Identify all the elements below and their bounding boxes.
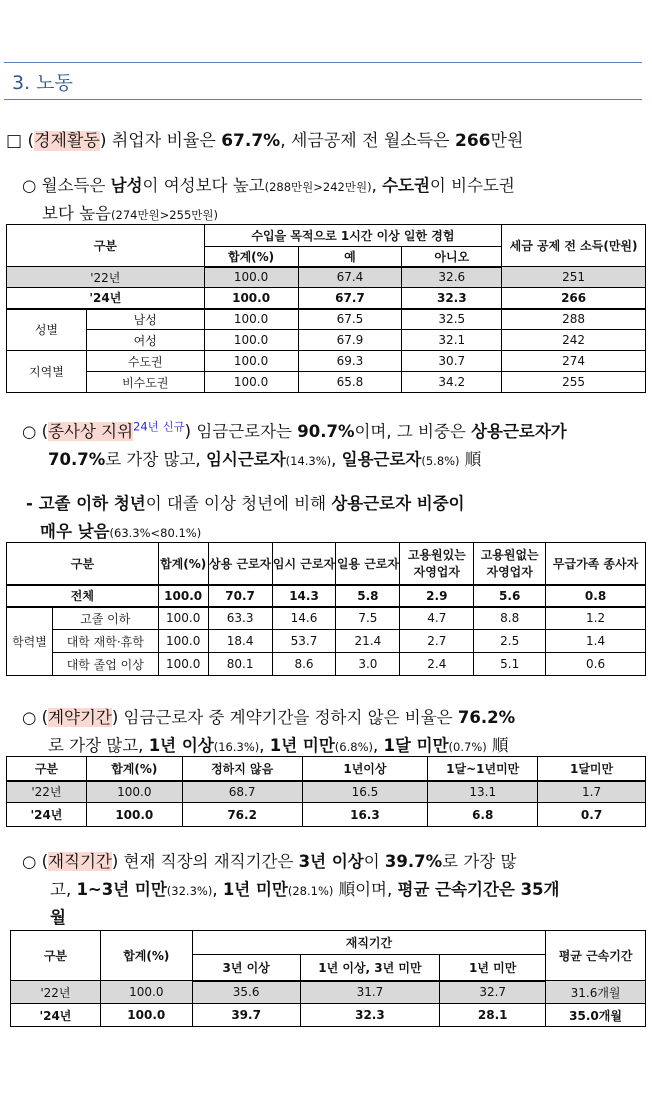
section-title: 3. 노동 bbox=[12, 72, 73, 94]
table-status bbox=[6, 542, 646, 676]
cell: 35.0개월 bbox=[546, 1004, 646, 1027]
th-col: 임시 근로자 bbox=[272, 543, 336, 585]
cell: 76.2 bbox=[182, 803, 302, 827]
text-small: (288만원>242만원) bbox=[264, 180, 372, 194]
th-col: 상용 근로자 bbox=[208, 543, 272, 585]
dash1-line1 bbox=[26, 490, 465, 514]
text: , bbox=[212, 880, 223, 899]
cell: 7.5 bbox=[336, 607, 400, 630]
text-bold: 남성 bbox=[110, 176, 143, 195]
cell: 4.7 bbox=[400, 607, 474, 630]
cell: 100.0 bbox=[100, 1004, 192, 1027]
cell: 대학 졸업 이상 bbox=[52, 653, 158, 676]
cell: 39.7 bbox=[192, 1004, 300, 1027]
text-bold: 상용근로자 비중이 bbox=[331, 494, 465, 513]
cell: 13.1 bbox=[428, 781, 538, 803]
text-bold: 1년 미만 bbox=[269, 736, 335, 755]
text: 로 가장 많고, bbox=[105, 450, 206, 469]
cell: 32.6 bbox=[402, 267, 502, 288]
table-row bbox=[7, 630, 646, 653]
dash1-line2 bbox=[40, 518, 201, 542]
text-bold: 70.7% bbox=[48, 450, 106, 469]
cell: '24년 bbox=[7, 803, 87, 827]
intro-prefix: □ ( bbox=[6, 131, 35, 151]
text: ○ ( bbox=[22, 422, 49, 441]
table-tenure bbox=[10, 930, 646, 1027]
cell: 3.0 bbox=[336, 653, 400, 676]
text: 順 bbox=[459, 450, 482, 469]
text-bold: 3년 이상 bbox=[298, 852, 364, 871]
cell: 5.6 bbox=[474, 585, 546, 607]
cell: 5.8 bbox=[336, 585, 400, 607]
text: ) 현재 직장의 재직기간은 bbox=[111, 852, 299, 871]
text-bold: 1년 이상 bbox=[148, 736, 214, 755]
text-small: (28.1%) bbox=[287, 884, 334, 898]
th-col: 1년 미만 bbox=[440, 955, 546, 981]
text-small: (0.7%) bbox=[448, 740, 487, 754]
cell: 2.5 bbox=[474, 630, 546, 653]
cell: 8.8 bbox=[474, 607, 546, 630]
cell: 5.1 bbox=[474, 653, 546, 676]
table-row bbox=[7, 267, 646, 288]
th: 1달미만 bbox=[538, 757, 646, 781]
text-bold: 일용근로자 bbox=[341, 450, 422, 469]
text-bold: 매우 낮음 bbox=[40, 522, 110, 541]
cell: 100.0 bbox=[204, 267, 298, 288]
cell: 80.1 bbox=[208, 653, 272, 676]
cell: 266 bbox=[502, 288, 646, 309]
table-row bbox=[11, 1004, 646, 1027]
cell: 0.6 bbox=[546, 653, 646, 676]
text-bold: 90.7% bbox=[297, 422, 355, 441]
cell: 67.9 bbox=[298, 330, 402, 351]
th-gubun: 구분 bbox=[7, 225, 205, 267]
text-bold: 수도권 bbox=[382, 176, 430, 195]
th-exp: 수입을 목적으로 1시간 이상 일한 경험 bbox=[204, 225, 502, 247]
bullet2-line1 bbox=[22, 418, 567, 442]
table-row bbox=[7, 781, 646, 803]
th-avg: 평균 근속기간 bbox=[546, 931, 646, 981]
text-small: (274만원>255만원) bbox=[111, 208, 218, 222]
cell: 여성 bbox=[86, 330, 204, 351]
text-small: (14.3%) bbox=[285, 454, 332, 468]
cell-group: 학력별 bbox=[7, 607, 53, 676]
cell: '24년 bbox=[11, 1004, 101, 1027]
th-gubun: 구분 bbox=[7, 543, 159, 585]
cell: 30.7 bbox=[402, 351, 502, 372]
text: ) 임금근로자는 bbox=[184, 422, 298, 441]
th-yes: 예 bbox=[298, 247, 402, 267]
th: 정하지 않음 bbox=[182, 757, 302, 781]
cell: 31.6개월 bbox=[546, 981, 646, 1004]
cell: 전체 bbox=[7, 585, 159, 607]
table-contract bbox=[6, 756, 646, 827]
cell: 14.6 bbox=[272, 607, 336, 630]
text-bold: 1~3년 미만 bbox=[76, 880, 167, 899]
bullet1-line2 bbox=[42, 200, 218, 224]
cell: 1.2 bbox=[546, 607, 646, 630]
th: 1달~1년미만 bbox=[428, 757, 538, 781]
intro-value-2: 266 bbox=[455, 131, 491, 151]
text-bold: 평균 근속기간은 bbox=[397, 880, 521, 899]
text: 이 대졸 이상 청년에 비해 bbox=[145, 494, 332, 513]
bullet4-line3 bbox=[50, 904, 66, 928]
th-income: 세금 공제 전 소득(만원) bbox=[502, 225, 646, 267]
cell: 100.0 bbox=[158, 630, 208, 653]
cell: '24년 bbox=[7, 288, 205, 309]
cell-group: 지역별 bbox=[7, 351, 87, 393]
text: ○ ( bbox=[22, 852, 49, 871]
text: 고, bbox=[50, 880, 77, 899]
th-total: 합계(%) bbox=[158, 543, 208, 585]
cell: 수도권 bbox=[86, 351, 204, 372]
text-tag: 재직기간 bbox=[48, 852, 112, 871]
cell: 274 bbox=[502, 351, 646, 372]
cell: 2.9 bbox=[400, 585, 474, 607]
text-bold: 월 bbox=[50, 908, 66, 927]
th-col: 고용원없는 자영업자 bbox=[474, 543, 546, 585]
th: 1년이상 bbox=[302, 757, 428, 781]
cell: 34.2 bbox=[402, 372, 502, 393]
bullet3-line1 bbox=[22, 704, 515, 728]
table-row bbox=[7, 607, 646, 630]
cell: 100.0 bbox=[204, 372, 298, 393]
cell: 16.5 bbox=[302, 781, 428, 803]
text-bold: 76.2% bbox=[457, 708, 516, 727]
cell-group: 성별 bbox=[7, 309, 87, 351]
cell: 70.7 bbox=[208, 585, 272, 607]
table-row bbox=[7, 585, 646, 607]
cell: 100.0 bbox=[86, 803, 182, 827]
cell: 69.3 bbox=[298, 351, 402, 372]
table-row bbox=[7, 803, 646, 827]
cell: 2.4 bbox=[400, 653, 474, 676]
intro-text-1: ) 취업자 비율은 bbox=[99, 131, 222, 151]
cell: 100.0 bbox=[204, 309, 298, 330]
cell: 32.3 bbox=[402, 288, 502, 309]
cell: 100.0 bbox=[204, 288, 298, 309]
cell: 0.7 bbox=[538, 803, 646, 827]
cell: 251 bbox=[502, 267, 646, 288]
text-small: (16.3%) bbox=[213, 740, 260, 754]
cell: 32.1 bbox=[402, 330, 502, 351]
cell: 비수도권 bbox=[86, 372, 204, 393]
intro-value-1: 67.7% bbox=[221, 131, 281, 151]
text-bold: 상용근로자가 bbox=[471, 422, 567, 441]
bullet4-line1 bbox=[22, 848, 516, 872]
cell: 28.1 bbox=[440, 1004, 546, 1027]
cell: 100.0 bbox=[204, 330, 298, 351]
cell: 100.0 bbox=[86, 781, 182, 803]
text: , bbox=[373, 736, 384, 755]
th-no: 아니오 bbox=[402, 247, 502, 267]
table-row bbox=[7, 351, 646, 372]
th-total: 합계(%) bbox=[100, 931, 192, 981]
cell: 대학 재학·휴학 bbox=[52, 630, 158, 653]
bullet4-line2 bbox=[50, 876, 559, 900]
cell: 31.7 bbox=[300, 981, 440, 1004]
text: 順 bbox=[486, 736, 509, 755]
text-tag: 종사상 지위 bbox=[48, 422, 134, 441]
th-col: 3년 이상 bbox=[192, 955, 300, 981]
cell: 32.7 bbox=[440, 981, 546, 1004]
text-small: (63.3%<80.1%) bbox=[109, 526, 202, 540]
text: 로 가장 많고, bbox=[48, 736, 149, 755]
text: ○ 월소득은 bbox=[22, 176, 111, 195]
th-col: 일용 근로자 bbox=[336, 543, 400, 585]
cell: 21.4 bbox=[336, 630, 400, 653]
th-col: 무급가족 종사자 bbox=[546, 543, 646, 585]
cell: 0.8 bbox=[546, 585, 646, 607]
text-tag: 계약기간 bbox=[48, 708, 112, 727]
text-bold: 39.7% bbox=[384, 852, 443, 871]
table-row bbox=[7, 653, 646, 676]
bullet2-line2 bbox=[48, 446, 481, 470]
intro-suffix: 만원 bbox=[490, 131, 524, 151]
cell: 18.4 bbox=[208, 630, 272, 653]
cell: 242 bbox=[502, 330, 646, 351]
cell: '22년 bbox=[11, 981, 101, 1004]
cell: 고졸 이하 bbox=[52, 607, 158, 630]
table-row bbox=[7, 288, 646, 309]
th: 구분 bbox=[7, 757, 87, 781]
text: ) 임금근로자 중 bbox=[111, 708, 230, 727]
text: 로 가장 많 bbox=[442, 852, 517, 871]
cell: '22년 bbox=[7, 781, 87, 803]
cell: 63.3 bbox=[208, 607, 272, 630]
bullet3-line2 bbox=[48, 732, 509, 756]
th-gubun: 구분 bbox=[11, 931, 101, 981]
cell: 8.6 bbox=[272, 653, 336, 676]
text-bold: 임시근로자 bbox=[205, 450, 286, 469]
table-row bbox=[7, 309, 646, 330]
bullet1-line1 bbox=[22, 172, 515, 196]
table-row bbox=[11, 981, 646, 1004]
cell: 100.0 bbox=[158, 607, 208, 630]
cell: 6.8 bbox=[428, 803, 538, 827]
cell: 2.7 bbox=[400, 630, 474, 653]
intro-tag: 경제활동 bbox=[34, 131, 100, 151]
cell: 53.7 bbox=[272, 630, 336, 653]
text-bold: 35 bbox=[520, 880, 544, 899]
table-row bbox=[7, 330, 646, 351]
cell: 32.5 bbox=[402, 309, 502, 330]
text: , bbox=[371, 176, 383, 195]
th-col: 1년 이상, 3년 미만 bbox=[300, 955, 440, 981]
text: 이 비수도권 bbox=[429, 176, 515, 195]
cell: 1.4 bbox=[546, 630, 646, 653]
cell: '22년 bbox=[7, 267, 205, 288]
intro-text-2: , 세금공제 전 월소득은 bbox=[280, 131, 456, 151]
cell: 100.0 bbox=[158, 585, 208, 607]
cell: 남성 bbox=[86, 309, 204, 330]
cell: 100.0 bbox=[158, 653, 208, 676]
text: 이며, 그 비중은 bbox=[354, 422, 472, 441]
text-small: (5.8%) bbox=[421, 454, 460, 468]
text: , bbox=[331, 450, 342, 469]
cell: 65.8 bbox=[298, 372, 402, 393]
section-header bbox=[4, 62, 642, 100]
text-small: (6.8%) bbox=[334, 740, 373, 754]
text-bold: - 고졸 이하 청년 bbox=[26, 494, 146, 513]
text-bold: 개 bbox=[543, 880, 560, 899]
text: 이 여성보다 높고 bbox=[142, 176, 265, 195]
table-income bbox=[6, 224, 646, 393]
text: , bbox=[259, 736, 270, 755]
text-bold: 1년 미만 bbox=[222, 880, 288, 899]
new-badge: 24년 신규 bbox=[133, 419, 185, 434]
text: 보다 높음 bbox=[42, 204, 112, 223]
intro-line bbox=[6, 126, 523, 151]
cell: 68.7 bbox=[182, 781, 302, 803]
text: 계약기간을 정하지 않은 비율은 bbox=[229, 708, 458, 727]
text: ○ ( bbox=[22, 708, 49, 727]
cell: 67.7 bbox=[298, 288, 402, 309]
th-col: 고용원있는 자영업자 bbox=[400, 543, 474, 585]
table-row bbox=[7, 372, 646, 393]
cell: 288 bbox=[502, 309, 646, 330]
cell: 100.0 bbox=[100, 981, 192, 1004]
text: 順이며, bbox=[333, 880, 398, 899]
cell: 1.7 bbox=[538, 781, 646, 803]
cell: 16.3 bbox=[302, 803, 428, 827]
th-tenure: 재직기간 bbox=[192, 931, 545, 955]
text: 이 bbox=[363, 852, 385, 871]
cell: 67.5 bbox=[298, 309, 402, 330]
text-small: (32.3%) bbox=[166, 884, 213, 898]
cell: 35.6 bbox=[192, 981, 300, 1004]
cell: 67.4 bbox=[298, 267, 402, 288]
cell: 14.3 bbox=[272, 585, 336, 607]
text-bold: 1달 미만 bbox=[383, 736, 449, 755]
cell: 32.3 bbox=[300, 1004, 440, 1027]
th: 합계(%) bbox=[86, 757, 182, 781]
cell: 255 bbox=[502, 372, 646, 393]
th-total: 합계(%) bbox=[204, 247, 298, 267]
cell: 100.0 bbox=[204, 351, 298, 372]
